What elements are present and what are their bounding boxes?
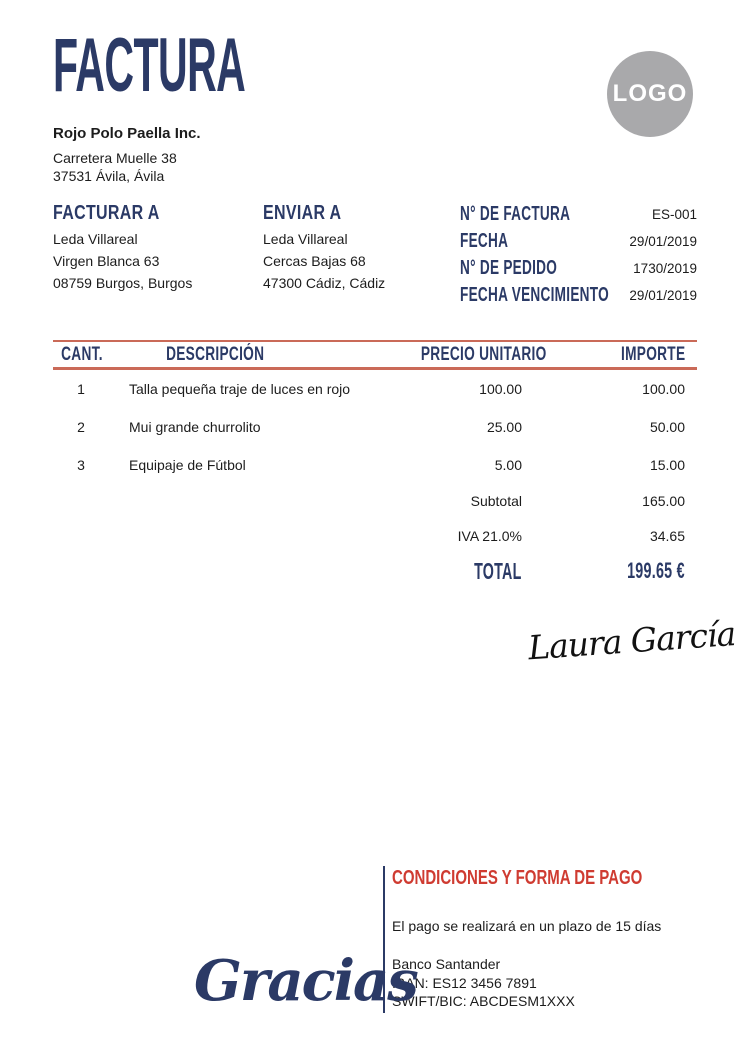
- tax-label: IVA 21.0%: [457, 527, 522, 544]
- qty-header-cell: [53, 344, 109, 366]
- tax-row: [53, 518, 697, 553]
- amount-cell: 15.00: [649, 457, 685, 473]
- table-row: [53, 408, 697, 446]
- ship-to-line: Leda Villareal: [263, 231, 348, 247]
- bill-to-block: [53, 201, 192, 294]
- ship-to-line: 47300 Cádiz, Cádiz: [263, 275, 386, 291]
- bill-to-heading: FACTURAR A: [53, 202, 160, 224]
- invoice-number-row: [460, 201, 697, 228]
- amount-header-cell: [522, 344, 697, 366]
- ship-to-heading: ENVIAR A: [263, 202, 342, 224]
- payment-terms: El pago se realizará en un plazo de 15 días: [392, 918, 662, 934]
- unit-price-cell: 25.00: [486, 419, 522, 435]
- bank-details: [392, 955, 575, 1011]
- totals-block: [53, 483, 697, 589]
- company-name: Rojo Polo Paella Inc.: [53, 125, 201, 142]
- bank-swift: SWIFT/BIC: ABCDESM1XXX: [392, 993, 575, 1009]
- qty-header: CANT.: [61, 343, 103, 365]
- logo-badge: [607, 51, 693, 137]
- payment-conditions-heading: CONDICIONES Y FORMA DE PAGO: [392, 867, 643, 889]
- unit-price-cell: 5.00: [494, 457, 522, 473]
- qty-cell: 2: [77, 419, 85, 435]
- company-block: [53, 124, 201, 185]
- subtotal-label: Subtotal: [470, 492, 522, 509]
- logo-placeholder-text: LOGO: [612, 80, 688, 107]
- ship-to-line: Cercas Bajas 68: [263, 253, 366, 269]
- invoice-date-row: [460, 228, 697, 255]
- bill-to-lines: [53, 228, 192, 294]
- bill-to-line: Leda Villareal: [53, 231, 138, 247]
- unit-price-header-cell: [372, 343, 547, 366]
- invoice-title: FACTURA: [53, 23, 246, 108]
- description-cell: Mui grande churrolito: [129, 419, 261, 435]
- due-date-value: 29/01/2019: [629, 288, 697, 303]
- company-address-line: Carretera Muelle 38: [53, 150, 177, 166]
- description-cell: Equipaje de Fútbol: [129, 457, 246, 473]
- invoice-number-value: ES-001: [651, 207, 697, 222]
- order-number-value: 1730/2019: [633, 261, 697, 276]
- invoice-number-label: N° DE FACTURA: [460, 203, 571, 225]
- invoice-date-label: FECHA: [460, 230, 509, 252]
- unit-price-header: PRECIO UNITARIO: [420, 343, 547, 365]
- tax-value: 34.65: [649, 527, 685, 544]
- order-number-label: N° DE PEDIDO: [460, 257, 558, 279]
- total-row: [53, 553, 697, 589]
- bank-name: Banco Santander: [392, 956, 501, 972]
- bank-iban: IBAN: ES12 3456 7891: [392, 974, 537, 991]
- due-date-row: [460, 282, 697, 309]
- items-table-body: [53, 370, 697, 484]
- company-address-line: 37531 Ávila, Ávila: [53, 168, 165, 184]
- description-cell: Talla pequeña traje de luces en rojo: [129, 381, 351, 397]
- total-value: 199.65 €: [627, 558, 685, 583]
- items-table: [53, 340, 697, 484]
- invoice-date-value: 29/01/2019: [629, 234, 697, 249]
- amount-cell: 50.00: [649, 419, 685, 435]
- unit-price-cell: 100.00: [479, 381, 522, 397]
- signature: Laura García: [526, 614, 737, 668]
- total-label: TOTAL: [474, 557, 522, 584]
- qty-cell: 1: [77, 381, 85, 397]
- qty-cell: 3: [77, 457, 85, 473]
- description-header: DESCRIPCIÓN: [166, 343, 265, 365]
- bill-to-line: 08759 Burgos, Burgos: [53, 275, 193, 291]
- company-address: [53, 149, 201, 185]
- ship-to-block: [263, 201, 385, 294]
- thank-you-text: Gracias: [194, 948, 417, 1014]
- due-date-label: FECHA VENCIMIENTO: [460, 284, 609, 306]
- subtotal-value: 165.00: [642, 492, 685, 509]
- table-row: [53, 446, 697, 484]
- order-number-row: [460, 255, 697, 282]
- invoice-meta: [460, 201, 697, 309]
- description-header-cell: [109, 344, 372, 366]
- amount-header: IMPORTE: [620, 343, 685, 365]
- ship-to-lines: [263, 228, 385, 294]
- table-row: [53, 370, 697, 408]
- amount-cell: 100.00: [642, 381, 685, 397]
- bill-to-line: Virgen Blanca 63: [53, 253, 160, 269]
- subtotal-row: [53, 483, 697, 518]
- items-table-header: [53, 340, 697, 370]
